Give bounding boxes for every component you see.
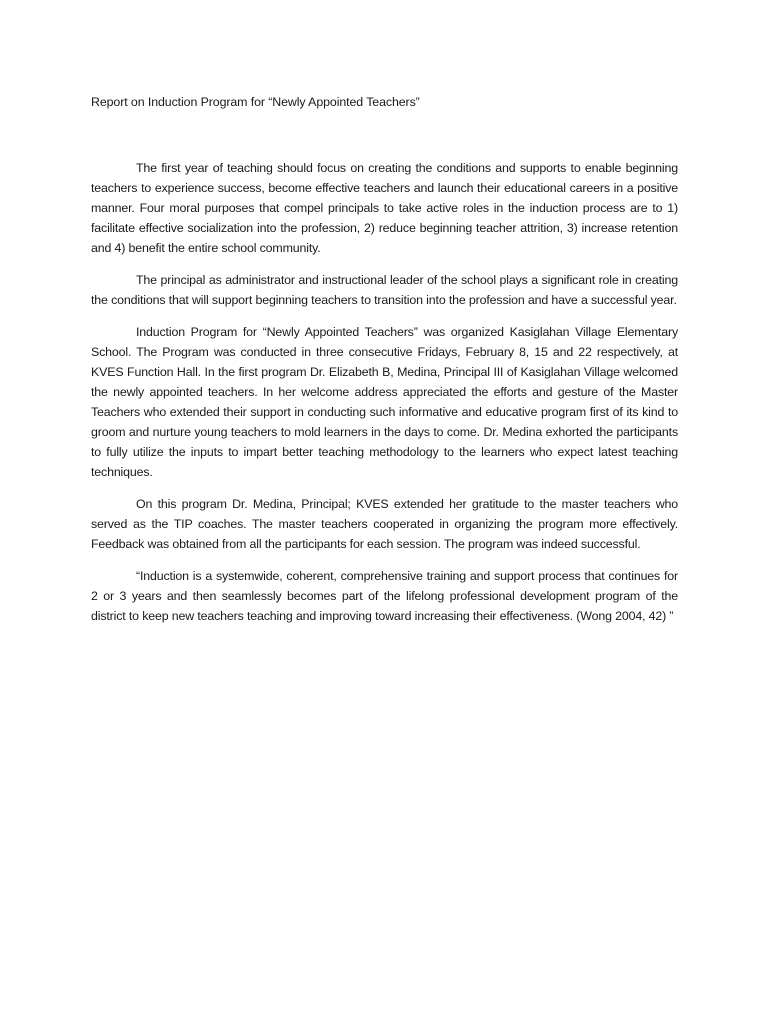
paragraph-program-details: Induction Program for “Newly Appointed Teachers” was organized Kasiglahan Village Elementary School. The Program was conducted in three consecutive Fridays, February 8, 15 and 22 respectively, at KVES Function Hall. In the first program Dr. Elizabeth B, Medina, Principal III of Kasiglahan Village welcomed the newly appointed teachers. In her welcome address appreciated the efforts and gesture of the Master Teachers who extended their support in conducting such informative and educative program first of its kind to groom and nurture young teachers to mold learners in the days to come. Dr. Medina exhorted the participants to fully utilize the inputs to impart better teaching methodology to the learners who expect latest teaching techniques. — [91, 325, 678, 479]
paragraph-quote: “Induction is a systemwide, coherent, comprehensive training and support process that continues for 2 or 3 years and then seamlessly becomes part of the lifelong professional development program of the district to keep new teachers teaching and improving toward increasing their effectiveness. (Wong 2004, 42) ” — [91, 569, 678, 623]
document-body — [91, 158, 678, 626]
paragraph-gratitude: On this program Dr. Medina, Principal; KVES extended her gratitude to the master teachers who served as the TIP coaches. The master teachers cooperated in organizing the program more effectively. Feedback was obtained from all the participants for each session. The program was indeed successful. — [91, 497, 678, 551]
paragraph-intro: The first year of teaching should focus on creating the conditions and supports to enable beginning teachers to experience success, become effective teachers and launch their educational careers in a positive manner. Four moral purposes that compel principals to take active roles in the induction process are to 1) facilitate effective socialization into the profession, 2) reduce beginning teacher attrition, 3) increase retention and 4) benefit the entire school community. — [91, 161, 678, 255]
document-title: Report on Induction Program for “Newly Appointed Teachers” — [91, 95, 420, 109]
document-page — [91, 92, 678, 638]
paragraph-principal-role: The principal as administrator and instructional leader of the school plays a significant role in creating the conditions that will support beginning teachers to transition into the profession and have a successful year. — [91, 273, 678, 307]
